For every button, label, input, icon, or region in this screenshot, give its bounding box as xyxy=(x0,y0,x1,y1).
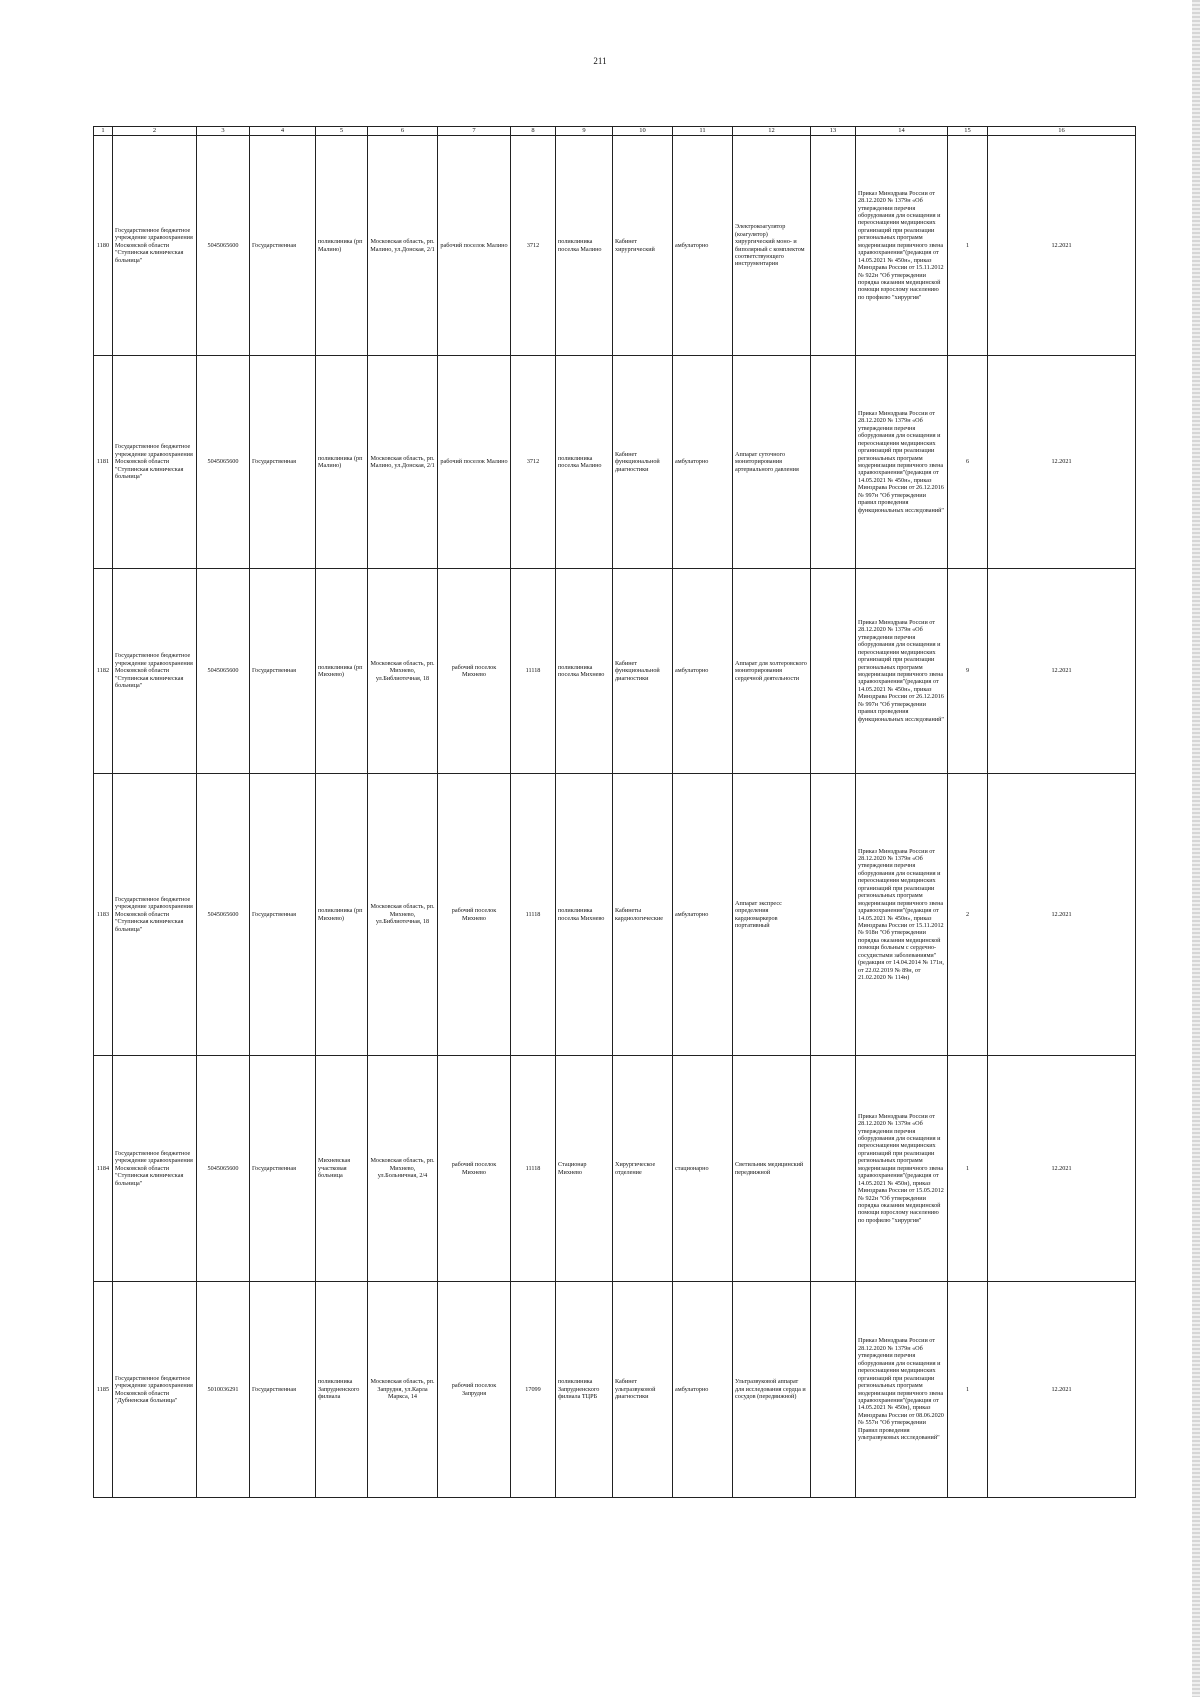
quantity: 1 xyxy=(948,136,988,356)
care-type: амбулаторно xyxy=(673,356,733,569)
room: Кабинет ультразвуковой диагностики xyxy=(613,1282,673,1498)
care-type: амбулаторно xyxy=(673,569,733,774)
column-number: 7 xyxy=(438,127,511,136)
population: 11118 xyxy=(511,1056,556,1282)
settlement: рабочий поселок Малино xyxy=(438,356,511,569)
table-row xyxy=(94,774,1136,1056)
ownership-form: Государственная xyxy=(250,569,316,774)
organization-name: Государственное бюджетное учреждение здравоохранения Московской области "Ступинская клиническая больница" xyxy=(113,569,197,774)
regulatory-order: Приказ Минздрава России от 28.12.2020 № 1379н «Об утверждении перечня оборудования для оснащения и переоснащения медицинских организаций при реализации региональных программ модернизации первичного звена здравоохранения"(редакция от 14.05.2021 № 450н», приказ Минздрава России от 15.11.2012 № 918н "Об утверждении порядка оказания медицинской помощи больным с сердечно-сосудистыми заболеваниями" (редакция от 14.04.2014 № 171н, от 22.02.2019 № 89н, от 21.02.2020 № 114н) xyxy=(856,774,948,1056)
care-type: амбулаторно xyxy=(673,136,733,356)
equipment-register-table xyxy=(93,126,1136,1498)
column-number: 16 xyxy=(988,127,1136,136)
care-type: стационарно xyxy=(673,1056,733,1282)
column-number-row xyxy=(94,127,1136,136)
column-number: 8 xyxy=(511,127,556,136)
organization-name: Государственное бюджетное учреждение здравоохранения Московской области "Ступинская клиническая больница" xyxy=(113,774,197,1056)
table-row xyxy=(94,136,1136,356)
settlement: рабочий поселок Малино xyxy=(438,136,511,356)
settlement: рабочий поселок Михнево xyxy=(438,774,511,1056)
address: Московская область, рп. Запрудня, ул.Карла Маркса, 14 xyxy=(368,1282,438,1498)
deadline: 12.2021 xyxy=(988,356,1136,569)
column-number: 10 xyxy=(613,127,673,136)
settlement: рабочий поселок Михнево xyxy=(438,569,511,774)
table-row xyxy=(94,569,1136,774)
structural-unit: поликлиника (рп Малино) xyxy=(316,136,368,356)
column-number: 6 xyxy=(368,127,438,136)
organization-name: Государственное бюджетное учреждение здравоохранения Московской области "Ступинская клиническая больница" xyxy=(113,136,197,356)
scan-edge-strip xyxy=(1192,0,1200,1697)
population: 3712 xyxy=(511,356,556,569)
population: 11118 xyxy=(511,569,556,774)
deadline: 12.2021 xyxy=(988,136,1136,356)
column-number: 11 xyxy=(673,127,733,136)
ownership-form: Государственная xyxy=(250,136,316,356)
column-number: 13 xyxy=(811,127,856,136)
regulatory-order: Приказ Минздрава России от 28.12.2020 № 1379н «Об утверждении перечня оборудования для оснащения и переоснащения медицинских организаций при реализации региональных программ модернизации первичного звена здравоохранения"(редакция от 14.05.2021 № 450н», приказ Минздрава России от 26.12.2016 № 997н "Об утверждении правил проведения функциональных исследований" xyxy=(856,569,948,774)
care-type: амбулаторно xyxy=(673,774,733,1056)
ownership-form: Государственная xyxy=(250,1056,316,1282)
room: Кабинет функциональной диагностики xyxy=(613,569,673,774)
table-row xyxy=(94,1282,1136,1498)
row-number: 1185 xyxy=(94,1282,113,1498)
settlement: рабочий поселок Михнево xyxy=(438,1056,511,1282)
column-13-value xyxy=(811,136,856,356)
inn: 5045065600 xyxy=(197,774,250,1056)
address: Московская область, рп. Михнево, ул.Библиотечная, 18 xyxy=(368,569,438,774)
column-13-value xyxy=(811,356,856,569)
quantity: 2 xyxy=(948,774,988,1056)
row-number: 1184 xyxy=(94,1056,113,1282)
regulatory-order: Приказ Минздрава России от 28.12.2020 № 1379н «Об утверждении перечня оборудования для оснащения и переоснащения медицинских организаций при реализации региональных программ модернизации первичного звена здравоохранения"(редакция от 14.05.2021 № 450н», приказ Минздрава России от 26.12.2016 № 997н "Об утверждении правил проведения функциональных исследований" xyxy=(856,356,948,569)
inn: 5010036291 xyxy=(197,1282,250,1498)
table-row xyxy=(94,1056,1136,1282)
room: Кабинет функциональной диагностики xyxy=(613,356,673,569)
quantity: 1 xyxy=(948,1282,988,1498)
inn: 5045065600 xyxy=(197,1056,250,1282)
column-number: 14 xyxy=(856,127,948,136)
column-number: 5 xyxy=(316,127,368,136)
division: поликлиника поселка Малино xyxy=(556,356,613,569)
equipment-name: Аппарат для холтеровского мониторирования сердечной деятельности xyxy=(733,569,811,774)
organization-name: Государственное бюджетное учреждение здравоохранения Московской области "Дубненская больница" xyxy=(113,1282,197,1498)
address: Московская область, рп. Михнево, ул.Больничная, 2/4 xyxy=(368,1056,438,1282)
structural-unit: поликлиника (рп Малино) xyxy=(316,356,368,569)
page-number: 211 xyxy=(593,56,607,66)
column-number: 12 xyxy=(733,127,811,136)
ownership-form: Государственная xyxy=(250,774,316,1056)
care-type: амбулаторно xyxy=(673,1282,733,1498)
deadline: 12.2021 xyxy=(988,1056,1136,1282)
quantity: 6 xyxy=(948,356,988,569)
structural-unit: поликлиника (рп Михнево) xyxy=(316,569,368,774)
structural-unit: Михневская участковая больница xyxy=(316,1056,368,1282)
column-13-value xyxy=(811,1282,856,1498)
row-number: 1183 xyxy=(94,774,113,1056)
regulatory-order: Приказ Минздрава России от 28.12.2020 № 1379н «Об утверждении перечня оборудования для оснащения и переоснащения медицинских организаций при реализации региональных программ модернизации первичного звена здравоохранения"(редакция от 14.05.2021 № 450н), приказ Минздрава России от 15.05.2012 № 922н "Об утверждении порядка оказания медицинской помощи взрослому населению по профилю "хирургия" xyxy=(856,1056,948,1282)
deadline: 12.2021 xyxy=(988,1282,1136,1498)
population: 11118 xyxy=(511,774,556,1056)
column-number: 2 xyxy=(113,127,197,136)
division: поликлиника поселка Михнево xyxy=(556,569,613,774)
equipment-name: Светильник медицинский передвижной xyxy=(733,1056,811,1282)
division: поликлиника поселка Михнево xyxy=(556,774,613,1056)
column-number: 9 xyxy=(556,127,613,136)
deadline: 12.2021 xyxy=(988,774,1136,1056)
room: Кабинет хирургический xyxy=(613,136,673,356)
room: Хирургическое отделение xyxy=(613,1056,673,1282)
column-13-value xyxy=(811,1056,856,1282)
structural-unit: поликлиника Запрудненского филиала xyxy=(316,1282,368,1498)
equipment-name: Аппарат экспресс определения кардиомаркеров портативный xyxy=(733,774,811,1056)
organization-name: Государственное бюджетное учреждение здравоохранения Московской области "Ступинская клиническая больница" xyxy=(113,356,197,569)
settlement: рабочий поселок Запрудня xyxy=(438,1282,511,1498)
row-number: 1182 xyxy=(94,569,113,774)
address: Московская область, рп. Малино, ул.Донская, 2/1 xyxy=(368,356,438,569)
ownership-form: Государственная xyxy=(250,356,316,569)
population: 17099 xyxy=(511,1282,556,1498)
quantity: 9 xyxy=(948,569,988,774)
division: поликлиника Запрудненского филиала ТЦРБ xyxy=(556,1282,613,1498)
column-13-value xyxy=(811,569,856,774)
equipment-name: Аппарат суточного мониторирования артериального давления xyxy=(733,356,811,569)
column-number: 4 xyxy=(250,127,316,136)
organization-name: Государственное бюджетное учреждение здравоохранения Московской области "Ступинская клиническая больница" xyxy=(113,1056,197,1282)
division: Стационар Михнево xyxy=(556,1056,613,1282)
division: поликлиника поселка Малино xyxy=(556,136,613,356)
ownership-form: Государственная xyxy=(250,1282,316,1498)
table-row xyxy=(94,356,1136,569)
column-number: 15 xyxy=(948,127,988,136)
column-number: 3 xyxy=(197,127,250,136)
inn: 5045065600 xyxy=(197,569,250,774)
regulatory-order: Приказ Минздрава России от 28.12.2020 № 1379н «Об утверждении перечня оборудования для оснащения и переоснащения медицинских организаций при реализации региональных программ модернизации первичного звена здравоохранения"(редакция от 14.05.2021 № 450н», приказ Минздрава России от 15.11.2012 № 922н "Об утверждении порядка оказания медицинской помощи взрослому населению по профилю "хирургия" xyxy=(856,136,948,356)
quantity: 1 xyxy=(948,1056,988,1282)
equipment-name: Ультразвуковой аппарат для исследования сердца и сосудов (передвижной) xyxy=(733,1282,811,1498)
address: Московская область, рп. Михнево, ул.Библиотечная, 18 xyxy=(368,774,438,1056)
row-number: 1181 xyxy=(94,356,113,569)
structural-unit: поликлиника (рп Михнево) xyxy=(316,774,368,1056)
inn: 5045065600 xyxy=(197,356,250,569)
column-13-value xyxy=(811,774,856,1056)
regulatory-order: Приказ Минздрава России от 28.12.2020 № 1379н «Об утверждении перечня оборудования для оснащения и переоснащения медицинских организаций при реализации региональных программ модернизации первичного звена здравоохранения"(редакция от 14.05.2021 № 450н), приказ Минздрава России от 08.06.2020 № 557н "Об утверждении Правил проведения ультразвуковых исследований" xyxy=(856,1282,948,1498)
population: 3712 xyxy=(511,136,556,356)
deadline: 12.2021 xyxy=(988,569,1136,774)
equipment-name: Электрокоагулятор (коагулятор) хирургический моно- и биполярный с комплектом соответствующего инструментария xyxy=(733,136,811,356)
room: Кабинеты кардиологические xyxy=(613,774,673,1056)
column-number: 1 xyxy=(94,127,113,136)
inn: 5045065600 xyxy=(197,136,250,356)
row-number: 1180 xyxy=(94,136,113,356)
address: Московская область, рп. Малино, ул.Донская, 2/1 xyxy=(368,136,438,356)
